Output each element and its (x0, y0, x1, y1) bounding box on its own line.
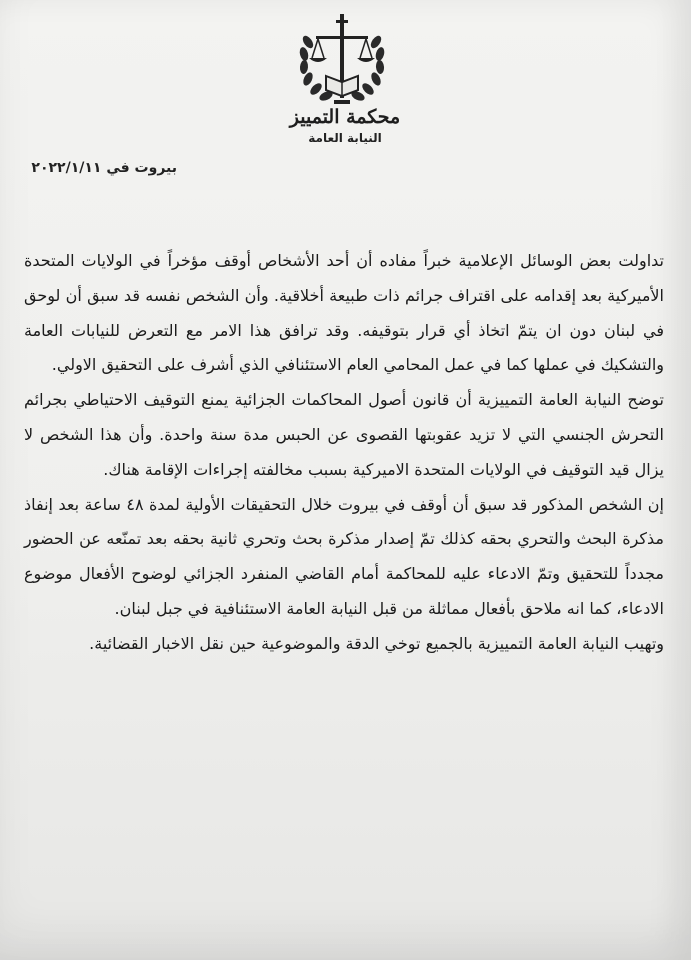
paragraph-4 (24, 627, 664, 662)
text-line: والتشكيك في عملها كما في عمل المحامي العام الاستئنافي الذي أشرف على التحقيق الاولي. (51, 355, 664, 375)
paragraph-3 (24, 488, 664, 627)
paragraph-1 (24, 244, 664, 383)
text-line: مذكرة البحث والتحري بحقه كذلك تمّ إصدار مذكرة بحث وتحري ثانية بحقه بعد تمنّعه عن الحضور (24, 529, 664, 549)
text-line: إن الشخص المذكور قد سبق أن أوقف في بيروت خلال التحقيقات الأولية لمدة ٤٨ ساعة بعد إنفاذ (24, 494, 664, 514)
text-line: الادعاء، كما انه ملاحق بأفعال مماثلة من قبل النيابة العامة الاستئنافية في جبل لبنان. (114, 598, 664, 618)
text-line: مجدداً للتحقيق وتمّ الادعاء عليه للمحاكمة أمام القاضي المنفرد الجزائي لوضوح الأفعال موضوع (24, 564, 664, 584)
text-line: توضح النيابة العامة التمييزية أن قانون أصول المحاكمات الجزائية يمنع التوقيف الاحتياطي بجرائم (24, 390, 664, 410)
text-line: في لبنان دون ان يتمّ اتخاذ أي قرار بتوقيفه. وقد ترافق هذا الامر مع التعرض للنيابات العامة (24, 320, 664, 340)
text-line: تداولت بعض الوسائل الإعلامية خبراً مفاده أن أحد الأشخاص أوقف مؤخراً في الولايات المتحدة (24, 251, 664, 270)
text-line: يزال قيد التوقيف في الولايات المتحدة الاميركية بسبب مخالفته إجراءات الإقامة هناك. (103, 459, 664, 479)
office-name: النيابة العامة (308, 131, 382, 145)
letter-body (24, 244, 664, 662)
scales-of-justice-emblem-icon (296, 12, 388, 112)
text-line: الأميركية بعد إقدامه على اقتراف جرائم ذات طبيعة أخلاقية. وأن الشخص نفسه قد سبق أن لوحق (24, 285, 664, 305)
text-line: وتهيب النيابة العامة التمييزية بالجميع توخي الدقة والموضوعية حين نقل الاخبار القضائية. (89, 633, 664, 653)
paragraph-2 (24, 383, 664, 487)
court-name: محكمة التمييز (289, 106, 401, 128)
text-line: التحرش الجنسي التي لا تزيد عقوبتها القصوى عن الحبس مدة سنة واحدة. وأن هذا الشخص لا (24, 424, 664, 444)
date-line: بيروت في ٢٠٢٢/١/١١ (31, 160, 177, 176)
